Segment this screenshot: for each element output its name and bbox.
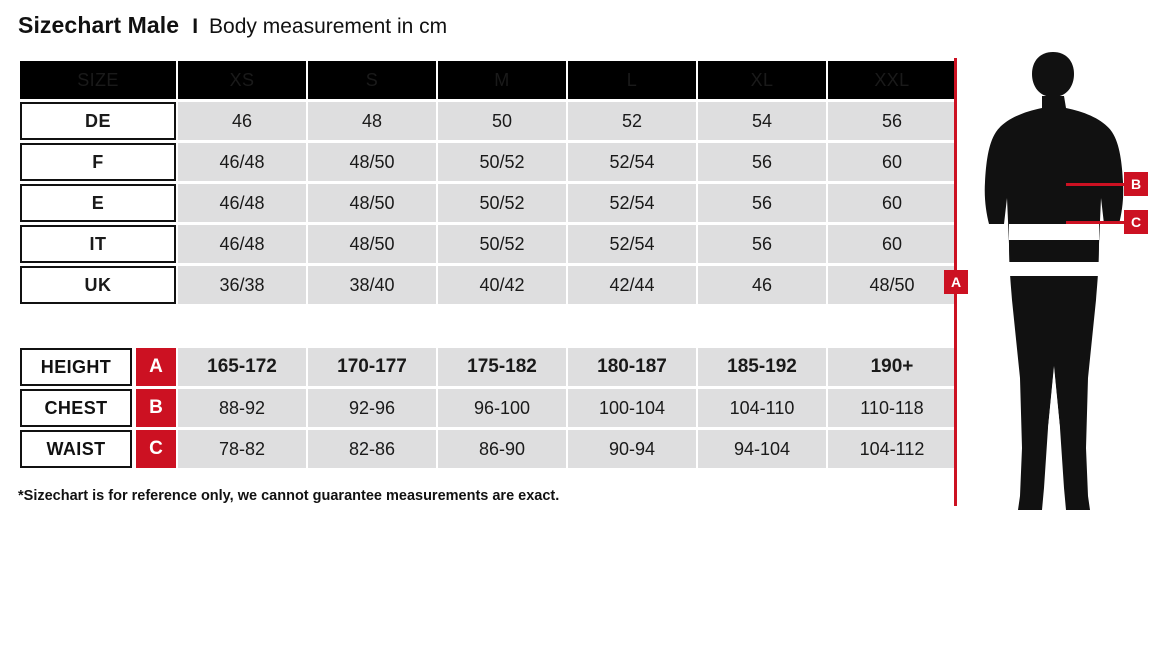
- cell-it-l: 52/54: [568, 225, 696, 263]
- table-row: [20, 266, 956, 304]
- cell-it-xs: 46/48: [178, 225, 306, 263]
- column-header-s: S: [308, 61, 436, 99]
- cell-chest-xl: 104-110: [698, 389, 826, 427]
- row-label-height: HEIGHT: [20, 348, 132, 386]
- waist-leader-line: [1066, 221, 1126, 224]
- cell-waist-xl: 94-104: [698, 430, 826, 468]
- table-row: [20, 102, 956, 140]
- cell-de-s: 48: [308, 102, 436, 140]
- badge-a: A: [136, 348, 176, 386]
- cell-chest-xxl: 110-118: [828, 389, 956, 427]
- title-subtitle: Body measurement in cm: [209, 15, 448, 38]
- column-header-m: M: [438, 61, 566, 99]
- row-label-it: IT: [20, 225, 176, 263]
- cell-chest-xs: 88-92: [178, 389, 306, 427]
- row-label-e: E: [20, 184, 176, 222]
- cell-f-s: 48/50: [308, 143, 436, 181]
- table-spacer: [20, 307, 956, 345]
- column-header-size: SIZE: [20, 61, 176, 99]
- cell-it-m: 50/52: [438, 225, 566, 263]
- cell-de-xl: 54: [698, 102, 826, 140]
- table-row: [20, 184, 956, 222]
- title-separator: I: [192, 15, 199, 38]
- table-row: [20, 430, 956, 468]
- cell-waist-s: 82-86: [308, 430, 436, 468]
- row-label-waist-cell: [20, 430, 176, 468]
- cell-f-l: 52/54: [568, 143, 696, 181]
- footnote: *Sizechart is for reference only, we cannot guarantee measurements are exact.: [18, 488, 560, 504]
- cell-chest-l: 100-104: [568, 389, 696, 427]
- cell-e-xxl: 60: [828, 184, 956, 222]
- cell-height-l: 180-187: [568, 348, 696, 386]
- cell-waist-xs: 78-82: [178, 430, 306, 468]
- sizechart-table-wrap: [18, 58, 943, 471]
- marker-a-height: A: [944, 270, 968, 294]
- male-body-silhouette-icon: [968, 48, 1138, 518]
- column-header-xs: XS: [178, 61, 306, 99]
- cell-chest-s: 92-96: [308, 389, 436, 427]
- cell-height-xs: 165-172: [178, 348, 306, 386]
- cell-chest-m: 96-100: [438, 389, 566, 427]
- cell-de-xs: 46: [178, 102, 306, 140]
- cell-f-xl: 56: [698, 143, 826, 181]
- table-row: [20, 225, 956, 263]
- cell-de-l: 52: [568, 102, 696, 140]
- row-label-height-cell: [20, 348, 176, 386]
- cell-e-xl: 56: [698, 184, 826, 222]
- row-label-waist: WAIST: [20, 430, 132, 468]
- cell-e-s: 48/50: [308, 184, 436, 222]
- cell-uk-m: 40/42: [438, 266, 566, 304]
- column-header-xl: XL: [698, 61, 826, 99]
- cell-it-xl: 56: [698, 225, 826, 263]
- cell-uk-xl: 46: [698, 266, 826, 304]
- cell-height-m: 175-182: [438, 348, 566, 386]
- cell-e-xs: 46/48: [178, 184, 306, 222]
- cell-uk-s: 38/40: [308, 266, 436, 304]
- cell-f-xxl: 60: [828, 143, 956, 181]
- cell-it-s: 48/50: [308, 225, 436, 263]
- cell-f-m: 50/52: [438, 143, 566, 181]
- row-label-uk: UK: [20, 266, 176, 304]
- cell-it-xxl: 60: [828, 225, 956, 263]
- column-header-xxl: XXL: [828, 61, 956, 99]
- body-figure-panel: [946, 48, 1156, 518]
- cell-de-xxl: 56: [828, 102, 956, 140]
- cell-de-m: 50: [438, 102, 566, 140]
- cell-e-m: 50/52: [438, 184, 566, 222]
- row-label-f: F: [20, 143, 176, 181]
- marker-c-waist: C: [1124, 210, 1148, 234]
- sizechart-table: [18, 58, 958, 471]
- table-row: [20, 143, 956, 181]
- cell-waist-m: 86-90: [438, 430, 566, 468]
- cell-uk-l: 42/44: [568, 266, 696, 304]
- cell-f-xs: 46/48: [178, 143, 306, 181]
- badge-b: B: [136, 389, 176, 427]
- table-header-row: [20, 61, 956, 99]
- column-header-l: L: [568, 61, 696, 99]
- cell-e-l: 52/54: [568, 184, 696, 222]
- marker-b-chest: B: [1124, 172, 1148, 196]
- cell-uk-xxl: 48/50: [828, 266, 956, 304]
- cell-uk-xs: 36/38: [178, 266, 306, 304]
- row-label-de: DE: [20, 102, 176, 140]
- badge-c: C: [136, 430, 176, 468]
- table-row: [20, 389, 956, 427]
- cell-waist-xxl: 104-112: [828, 430, 956, 468]
- cell-height-xxl: 190+: [828, 348, 956, 386]
- row-label-chest: CHEST: [20, 389, 132, 427]
- cell-waist-l: 90-94: [568, 430, 696, 468]
- table-row: [20, 348, 956, 386]
- title-main: Sizechart Male: [18, 12, 180, 38]
- chest-leader-line: [1066, 183, 1126, 186]
- cell-height-xl: 185-192: [698, 348, 826, 386]
- row-label-chest-cell: [20, 389, 176, 427]
- cell-height-s: 170-177: [308, 348, 436, 386]
- page-title: [18, 12, 447, 39]
